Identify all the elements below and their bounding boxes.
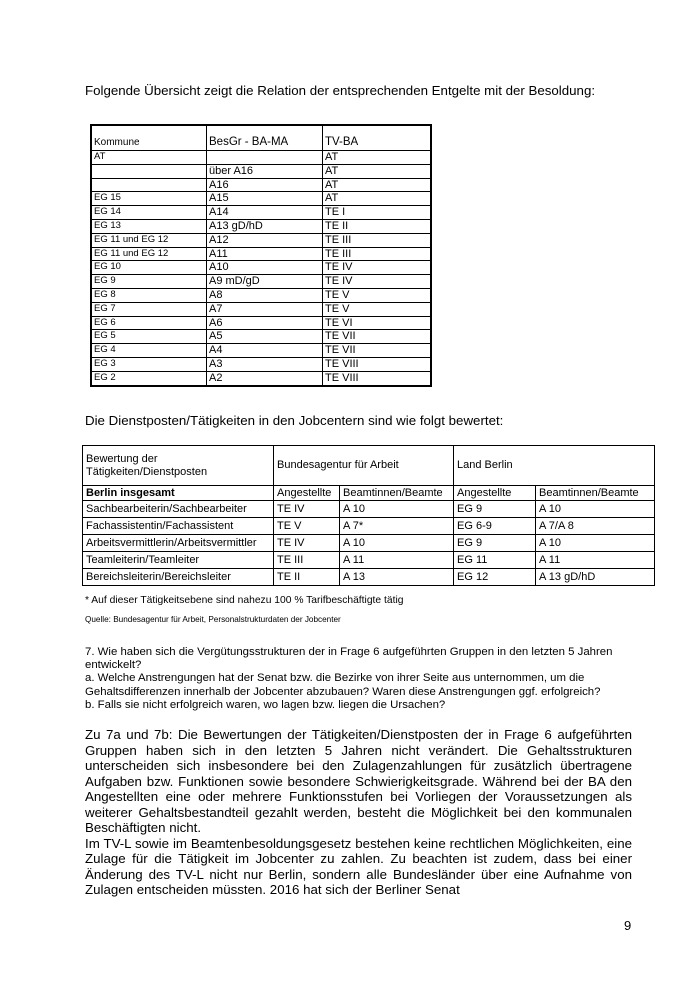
table-row xyxy=(91,302,431,316)
table-header-row xyxy=(83,446,655,486)
subheader-cell: Beamtinnen/Beamte xyxy=(536,486,655,501)
salary-relation-table xyxy=(90,124,432,387)
table-cell: EG 10 xyxy=(91,261,207,275)
table-cell: Bereichsleiterin/Bereichsleiter xyxy=(83,569,274,586)
column-header-kommune: Kommune xyxy=(91,125,207,151)
table-cell: TE IV xyxy=(274,535,340,552)
table-cell: über A16 xyxy=(207,164,323,178)
question-part-b: b. Falls sie nicht erfolgreich waren, wo lagen bzw. liegen die Ursachen? xyxy=(85,698,446,711)
table-cell: EG 4 xyxy=(91,344,207,358)
table-subheader-row xyxy=(83,486,655,501)
table-cell: TE IV xyxy=(274,501,340,518)
table-cell: TE I xyxy=(323,206,432,220)
table-cell: A 13 xyxy=(340,569,454,586)
table-row xyxy=(83,501,655,518)
table-cell: A14 xyxy=(207,206,323,220)
intro-paragraph: Folgende Übersicht zeigt die Relation der entsprechenden Entgelte mit der Besoldung: xyxy=(85,83,596,98)
table-cell: A16 xyxy=(207,178,323,192)
table-cell: A 7/A 8 xyxy=(536,518,655,535)
table-cell: TE V xyxy=(323,288,432,302)
table-cell: A8 xyxy=(207,288,323,302)
table-cell: A 7* xyxy=(340,518,454,535)
table-cell: A2 xyxy=(207,371,323,385)
subheader-cell: Beamtinnen/Beamte xyxy=(340,486,454,501)
table-cell: TE VII xyxy=(323,330,432,344)
table-row xyxy=(91,371,431,385)
table-cell: A12 xyxy=(207,233,323,247)
table-cell: A 10 xyxy=(340,501,454,518)
table-row xyxy=(91,330,431,344)
table-cell: A10 xyxy=(207,261,323,275)
table-cell: AT xyxy=(323,178,432,192)
table-cell: EG 8 xyxy=(91,288,207,302)
table-cell: A9 mD/gD xyxy=(207,275,323,289)
question-block xyxy=(85,646,632,712)
table-cell: A 10 xyxy=(340,535,454,552)
answer-paragraph: Zu 7a und 7b: Die Bewertungen der Tätigkeiten/Dienstposten der in Frage 6 aufgeführten Gruppen haben sich in den letzten 5 Jahren nicht verändert. Die Gehaltsstrukturen unterscheiden sich insbesondere bei den Zulagenzahlungen für zusätzlich übertragene Aufgaben bzw. Funktionen sowie besondere Schwierigkeitsgrade. Während bei der BA den Angestellten eine oder mehrere Funktionsstufen bei Vorliegen der Voraussetzungen als weiterer Gehaltsbestandteil gezahlt werden, besteht die Möglichkeit bei den kommunalen Beschäftigten nicht. xyxy=(85,727,632,835)
table-cell: EG 11 xyxy=(454,552,536,569)
question-part-a: a. Welche Anstrengungen hat der Senat bzw. die Bezirke von ihrer Seite aus unternommen, um die Gehaltsdifferenzen innerhalb der Jobcenter abzubauen? Waren diese Anstrengungen ggf. erfolgreich? xyxy=(85,672,601,698)
table-cell: TE VIII xyxy=(323,357,432,371)
table-cell: EG 9 xyxy=(91,275,207,289)
table-row xyxy=(91,316,431,330)
table-cell: A4 xyxy=(207,344,323,358)
section-intro: Die Dienstposten/Tätigkeiten in den Jobcentern sind wie folgt bewertet: xyxy=(85,413,504,428)
column-header-ba: Bundesagentur für Arbeit xyxy=(274,446,454,486)
column-header-besgr: BesGr - BA-MA xyxy=(207,125,323,151)
table-row xyxy=(91,288,431,302)
table-cell: AT xyxy=(91,151,207,165)
table-cell: A11 xyxy=(207,247,323,261)
table-row xyxy=(83,535,655,552)
header-line: Tätigkeiten/Dienstposten xyxy=(86,465,208,478)
table-cell: Teamleiterin/Teamleiter xyxy=(83,552,274,569)
table-cell: A7 xyxy=(207,302,323,316)
table-cell: EG 7 xyxy=(91,302,207,316)
table-cell xyxy=(91,178,207,192)
table-row xyxy=(91,233,431,247)
table-row xyxy=(83,552,655,569)
table-cell: EG 12 xyxy=(454,569,536,586)
table-row xyxy=(91,192,431,206)
table-row xyxy=(83,569,655,586)
table-cell: A 10 xyxy=(536,501,655,518)
subheader-cell: Angestellte xyxy=(454,486,536,501)
table-cell: TE II xyxy=(274,569,340,586)
table-cell: Arbeitsvermittlerin/Arbeitsvermittler xyxy=(83,535,274,552)
table-cell: TE VI xyxy=(323,316,432,330)
table-cell: EG 6-9 xyxy=(454,518,536,535)
table-cell: A 13 gD/hD xyxy=(536,569,655,586)
table-row xyxy=(91,206,431,220)
table-cell: A 10 xyxy=(536,535,655,552)
table-cell: A13 gD/hD xyxy=(207,219,323,233)
table-cell: TE VIII xyxy=(323,371,432,385)
table-cell: EG 2 xyxy=(91,371,207,385)
table-cell: TE V xyxy=(323,302,432,316)
table-cell: EG 11 und EG 12 xyxy=(91,233,207,247)
table-row xyxy=(91,275,431,289)
subheader-cell: Angestellte xyxy=(274,486,340,501)
table-cell: EG 6 xyxy=(91,316,207,330)
table-cell: A 11 xyxy=(340,552,454,569)
table-cell: AT xyxy=(323,151,432,165)
table-cell: Sachbearbeiterin/Sachbearbeiter xyxy=(83,501,274,518)
table-cell: A5 xyxy=(207,330,323,344)
subheader-cell: Berlin insgesamt xyxy=(83,486,274,501)
table-cell: TE IV xyxy=(323,275,432,289)
table-row xyxy=(91,261,431,275)
table-cell: EG 14 xyxy=(91,206,207,220)
page-number: 9 xyxy=(624,918,632,933)
table-cell: TE IV xyxy=(323,261,432,275)
question-text: 7. Wie haben sich die Vergütungsstrukturen der in Frage 6 aufgeführten Gruppen in den letzten 5 Jahren entwickelt? xyxy=(85,646,613,672)
table-cell: AT xyxy=(323,192,432,206)
table-cell: AT xyxy=(323,164,432,178)
header-line: Bewertung der xyxy=(86,452,158,465)
table-cell: TE III xyxy=(274,552,340,569)
table-row xyxy=(83,518,655,535)
answer-block xyxy=(85,727,632,898)
column-header-tvba: TV-BA xyxy=(323,125,432,151)
table-row xyxy=(91,357,431,371)
table-row xyxy=(91,178,431,192)
table-cell: EG 3 xyxy=(91,357,207,371)
table-cell: Fachassistentin/Fachassistent xyxy=(83,518,274,535)
table-cell: EG 9 xyxy=(454,501,536,518)
column-header-berlin: Land Berlin xyxy=(454,446,655,486)
table-row xyxy=(91,151,431,165)
table-cell: A6 xyxy=(207,316,323,330)
table-cell: EG 15 xyxy=(91,192,207,206)
table-row xyxy=(91,247,431,261)
table-cell: A3 xyxy=(207,357,323,371)
table-row xyxy=(91,344,431,358)
table-cell: EG 13 xyxy=(91,219,207,233)
table-cell: EG 11 und EG 12 xyxy=(91,247,207,261)
table-header-row xyxy=(91,125,431,151)
table-cell: EG 5 xyxy=(91,330,207,344)
source-note: Quelle: Bundesagentur für Arbeit, Personalstrukturdaten der Jobcenter xyxy=(85,615,341,624)
answer-paragraph: Im TV-L sowie im Beamtenbesoldungsgesetz bestehen keine rechtlichen Möglichkeiten, eine Zulage für die Tätigkeit im Jobcenter zu zahlen. Zu beachten ist zudem, dass bei einer Änderung des TV-L nicht nur Berlin, sondern alle Bundesländer über eine Aufnahme von Zulagen entscheiden müssten. 2016 hat sich der Berliner Senat xyxy=(85,835,632,897)
table-cell: TE III xyxy=(323,247,432,261)
table-row xyxy=(91,164,431,178)
column-header-rating xyxy=(83,446,274,486)
table-cell: A15 xyxy=(207,192,323,206)
table-cell: TE VII xyxy=(323,344,432,358)
table-cell: EG 9 xyxy=(454,535,536,552)
job-rating-table xyxy=(82,445,655,586)
table-cell: TE II xyxy=(323,219,432,233)
table-cell: TE V xyxy=(274,518,340,535)
table-cell: TE III xyxy=(323,233,432,247)
table-row xyxy=(91,219,431,233)
table-footnote: * Auf dieser Tätigkeitsebene sind nahezu 100 % Tarifbeschäftigte tätig xyxy=(85,595,404,606)
table-cell: A 11 xyxy=(536,552,655,569)
table-cell xyxy=(91,164,207,178)
table-cell xyxy=(207,151,323,165)
